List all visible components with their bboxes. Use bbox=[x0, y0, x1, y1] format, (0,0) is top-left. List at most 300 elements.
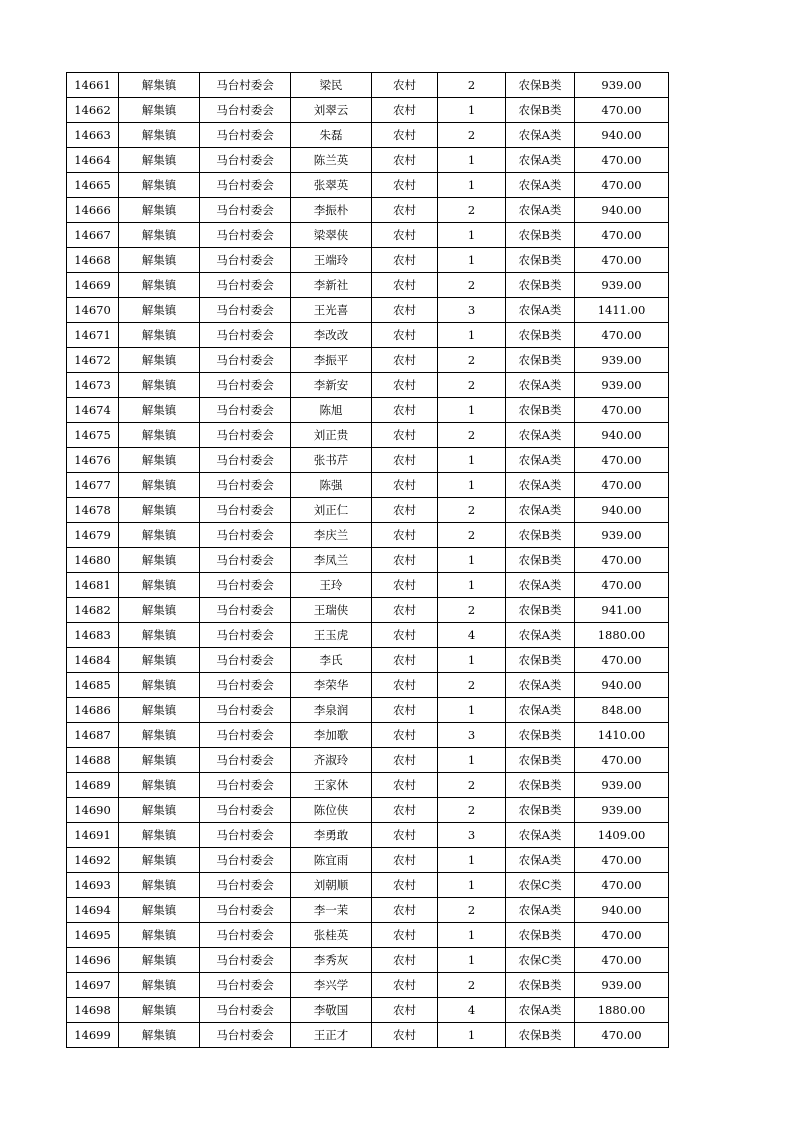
table-row bbox=[67, 548, 669, 573]
residence-type-cell: 农村 bbox=[372, 823, 438, 848]
table-row bbox=[67, 123, 669, 148]
category-cell: 农保B类 bbox=[506, 1023, 575, 1048]
household-count-cell: 1 bbox=[438, 548, 506, 573]
village-committee-cell: 马台村委会 bbox=[200, 673, 291, 698]
amount-cell: 1410.00 bbox=[575, 723, 669, 748]
household-count-cell: 2 bbox=[438, 673, 506, 698]
village-committee-cell: 马台村委会 bbox=[200, 448, 291, 473]
person-name-cell: 李秀灰 bbox=[291, 948, 372, 973]
residence-type-cell: 农村 bbox=[372, 148, 438, 173]
record-id-cell: 14688 bbox=[67, 748, 119, 773]
record-id-cell: 14671 bbox=[67, 323, 119, 348]
category-cell: 农保C类 bbox=[506, 948, 575, 973]
household-count-cell: 1 bbox=[438, 398, 506, 423]
person-name-cell: 陈强 bbox=[291, 473, 372, 498]
household-count-cell: 2 bbox=[438, 73, 506, 98]
household-count-cell: 1 bbox=[438, 448, 506, 473]
amount-cell: 939.00 bbox=[575, 523, 669, 548]
residence-type-cell: 农村 bbox=[372, 73, 438, 98]
category-cell: 农保B类 bbox=[506, 648, 575, 673]
table-row bbox=[67, 148, 669, 173]
category-cell: 农保B类 bbox=[506, 348, 575, 373]
household-count-cell: 2 bbox=[438, 798, 506, 823]
residence-type-cell: 农村 bbox=[372, 123, 438, 148]
amount-cell: 470.00 bbox=[575, 148, 669, 173]
town-cell: 解集镇 bbox=[119, 973, 200, 998]
household-count-cell: 2 bbox=[438, 498, 506, 523]
record-id-cell: 14675 bbox=[67, 423, 119, 448]
table-row bbox=[67, 323, 669, 348]
town-cell: 解集镇 bbox=[119, 323, 200, 348]
record-id-cell: 14683 bbox=[67, 623, 119, 648]
person-name-cell: 李勇敢 bbox=[291, 823, 372, 848]
category-cell: 农保A类 bbox=[506, 373, 575, 398]
table-row bbox=[67, 173, 669, 198]
residence-type-cell: 农村 bbox=[372, 773, 438, 798]
person-name-cell: 李庆兰 bbox=[291, 523, 372, 548]
residence-type-cell: 农村 bbox=[372, 698, 438, 723]
category-cell: 农保A类 bbox=[506, 673, 575, 698]
amount-cell: 940.00 bbox=[575, 123, 669, 148]
category-cell: 农保B类 bbox=[506, 598, 575, 623]
household-count-cell: 2 bbox=[438, 973, 506, 998]
category-cell: 农保B类 bbox=[506, 748, 575, 773]
town-cell: 解集镇 bbox=[119, 698, 200, 723]
town-cell: 解集镇 bbox=[119, 498, 200, 523]
household-count-cell: 1 bbox=[438, 148, 506, 173]
town-cell: 解集镇 bbox=[119, 623, 200, 648]
village-committee-cell: 马台村委会 bbox=[200, 248, 291, 273]
category-cell: 农保B类 bbox=[506, 548, 575, 573]
table-row bbox=[67, 1023, 669, 1048]
residence-type-cell: 农村 bbox=[372, 948, 438, 973]
household-count-cell: 1 bbox=[438, 1023, 506, 1048]
table-row bbox=[67, 73, 669, 98]
household-count-cell: 2 bbox=[438, 523, 506, 548]
household-count-cell: 2 bbox=[438, 198, 506, 223]
town-cell: 解集镇 bbox=[119, 773, 200, 798]
table-row bbox=[67, 673, 669, 698]
residence-type-cell: 农村 bbox=[372, 1023, 438, 1048]
household-count-cell: 1 bbox=[438, 923, 506, 948]
household-count-cell: 2 bbox=[438, 373, 506, 398]
record-id-cell: 14690 bbox=[67, 798, 119, 823]
category-cell: 农保B类 bbox=[506, 248, 575, 273]
table-row bbox=[67, 523, 669, 548]
residence-type-cell: 农村 bbox=[372, 248, 438, 273]
village-committee-cell: 马台村委会 bbox=[200, 1023, 291, 1048]
household-count-cell: 2 bbox=[438, 348, 506, 373]
household-count-cell: 2 bbox=[438, 273, 506, 298]
person-name-cell: 刘正仁 bbox=[291, 498, 372, 523]
village-committee-cell: 马台村委会 bbox=[200, 423, 291, 448]
residence-type-cell: 农村 bbox=[372, 373, 438, 398]
category-cell: 农保A类 bbox=[506, 298, 575, 323]
person-name-cell: 李泉润 bbox=[291, 698, 372, 723]
person-name-cell: 陈宜雨 bbox=[291, 848, 372, 873]
town-cell: 解集镇 bbox=[119, 898, 200, 923]
town-cell: 解集镇 bbox=[119, 548, 200, 573]
table-row bbox=[67, 923, 669, 948]
person-name-cell: 王光喜 bbox=[291, 298, 372, 323]
amount-cell: 470.00 bbox=[575, 173, 669, 198]
village-committee-cell: 马台村委会 bbox=[200, 973, 291, 998]
person-name-cell: 李振平 bbox=[291, 348, 372, 373]
town-cell: 解集镇 bbox=[119, 748, 200, 773]
amount-cell: 940.00 bbox=[575, 198, 669, 223]
amount-cell: 470.00 bbox=[575, 223, 669, 248]
category-cell: 农保A类 bbox=[506, 148, 575, 173]
category-cell: 农保A类 bbox=[506, 448, 575, 473]
residence-type-cell: 农村 bbox=[372, 623, 438, 648]
table-row bbox=[67, 423, 669, 448]
category-cell: 农保B类 bbox=[506, 723, 575, 748]
town-cell: 解集镇 bbox=[119, 798, 200, 823]
person-name-cell: 陈位侠 bbox=[291, 798, 372, 823]
record-id-cell: 14681 bbox=[67, 573, 119, 598]
table-row bbox=[67, 948, 669, 973]
category-cell: 农保A类 bbox=[506, 848, 575, 873]
record-id-cell: 14684 bbox=[67, 648, 119, 673]
village-committee-cell: 马台村委会 bbox=[200, 98, 291, 123]
record-id-cell: 14698 bbox=[67, 998, 119, 1023]
record-id-cell: 14696 bbox=[67, 948, 119, 973]
table-row bbox=[67, 573, 669, 598]
person-name-cell: 齐淑玲 bbox=[291, 748, 372, 773]
village-committee-cell: 马台村委会 bbox=[200, 473, 291, 498]
record-id-cell: 14678 bbox=[67, 498, 119, 523]
table-row bbox=[67, 473, 669, 498]
village-committee-cell: 马台村委会 bbox=[200, 873, 291, 898]
amount-cell: 939.00 bbox=[575, 773, 669, 798]
village-committee-cell: 马台村委会 bbox=[200, 323, 291, 348]
table-row bbox=[67, 873, 669, 898]
category-cell: 农保A类 bbox=[506, 423, 575, 448]
amount-cell: 940.00 bbox=[575, 423, 669, 448]
household-count-cell: 3 bbox=[438, 823, 506, 848]
person-name-cell: 梁民 bbox=[291, 73, 372, 98]
table-row bbox=[67, 448, 669, 473]
record-id-cell: 14674 bbox=[67, 398, 119, 423]
table-row bbox=[67, 348, 669, 373]
village-committee-cell: 马台村委会 bbox=[200, 598, 291, 623]
table-row bbox=[67, 598, 669, 623]
residence-type-cell: 农村 bbox=[372, 873, 438, 898]
record-id-cell: 14679 bbox=[67, 523, 119, 548]
table-row bbox=[67, 798, 669, 823]
residence-type-cell: 农村 bbox=[372, 348, 438, 373]
amount-cell: 940.00 bbox=[575, 673, 669, 698]
village-committee-cell: 马台村委会 bbox=[200, 773, 291, 798]
residence-type-cell: 农村 bbox=[372, 398, 438, 423]
category-cell: 农保B类 bbox=[506, 323, 575, 348]
residence-type-cell: 农村 bbox=[372, 298, 438, 323]
category-cell: 农保B类 bbox=[506, 798, 575, 823]
amount-cell: 470.00 bbox=[575, 923, 669, 948]
town-cell: 解集镇 bbox=[119, 148, 200, 173]
record-id-cell: 14697 bbox=[67, 973, 119, 998]
person-name-cell: 李新安 bbox=[291, 373, 372, 398]
record-id-cell: 14686 bbox=[67, 698, 119, 723]
town-cell: 解集镇 bbox=[119, 673, 200, 698]
table-row bbox=[67, 698, 669, 723]
record-id-cell: 14687 bbox=[67, 723, 119, 748]
residence-type-cell: 农村 bbox=[372, 473, 438, 498]
category-cell: 农保A类 bbox=[506, 498, 575, 523]
person-name-cell: 刘朝顺 bbox=[291, 873, 372, 898]
household-count-cell: 3 bbox=[438, 298, 506, 323]
town-cell: 解集镇 bbox=[119, 823, 200, 848]
residence-type-cell: 农村 bbox=[372, 923, 438, 948]
residence-type-cell: 农村 bbox=[372, 723, 438, 748]
village-committee-cell: 马台村委会 bbox=[200, 348, 291, 373]
residence-type-cell: 农村 bbox=[372, 648, 438, 673]
town-cell: 解集镇 bbox=[119, 523, 200, 548]
town-cell: 解集镇 bbox=[119, 73, 200, 98]
town-cell: 解集镇 bbox=[119, 598, 200, 623]
amount-cell: 939.00 bbox=[575, 373, 669, 398]
town-cell: 解集镇 bbox=[119, 248, 200, 273]
household-count-cell: 4 bbox=[438, 623, 506, 648]
town-cell: 解集镇 bbox=[119, 98, 200, 123]
category-cell: 农保A类 bbox=[506, 123, 575, 148]
category-cell: 农保A类 bbox=[506, 198, 575, 223]
person-name-cell: 张翠英 bbox=[291, 173, 372, 198]
village-committee-cell: 马台村委会 bbox=[200, 848, 291, 873]
village-committee-cell: 马台村委会 bbox=[200, 648, 291, 673]
person-name-cell: 张书芹 bbox=[291, 448, 372, 473]
person-name-cell: 李氏 bbox=[291, 648, 372, 673]
residence-type-cell: 农村 bbox=[372, 598, 438, 623]
category-cell: 农保A类 bbox=[506, 898, 575, 923]
record-id-cell: 14699 bbox=[67, 1023, 119, 1048]
record-id-cell: 14673 bbox=[67, 373, 119, 398]
household-count-cell: 1 bbox=[438, 698, 506, 723]
household-count-cell: 1 bbox=[438, 223, 506, 248]
town-cell: 解集镇 bbox=[119, 948, 200, 973]
village-committee-cell: 马台村委会 bbox=[200, 223, 291, 248]
village-committee-cell: 马台村委会 bbox=[200, 398, 291, 423]
residence-type-cell: 农村 bbox=[372, 423, 438, 448]
data-table bbox=[66, 72, 669, 1048]
town-cell: 解集镇 bbox=[119, 923, 200, 948]
person-name-cell: 梁翠侠 bbox=[291, 223, 372, 248]
record-id-cell: 14661 bbox=[67, 73, 119, 98]
person-name-cell: 李兴学 bbox=[291, 973, 372, 998]
household-count-cell: 1 bbox=[438, 98, 506, 123]
household-count-cell: 1 bbox=[438, 648, 506, 673]
record-id-cell: 14680 bbox=[67, 548, 119, 573]
village-committee-cell: 马台村委会 bbox=[200, 148, 291, 173]
record-id-cell: 14668 bbox=[67, 248, 119, 273]
household-count-cell: 2 bbox=[438, 123, 506, 148]
household-count-cell: 2 bbox=[438, 898, 506, 923]
village-committee-cell: 马台村委会 bbox=[200, 173, 291, 198]
amount-cell: 470.00 bbox=[575, 748, 669, 773]
table-row bbox=[67, 723, 669, 748]
table-row bbox=[67, 273, 669, 298]
household-count-cell: 1 bbox=[438, 573, 506, 598]
amount-cell: 939.00 bbox=[575, 348, 669, 373]
residence-type-cell: 农村 bbox=[372, 223, 438, 248]
household-count-cell: 1 bbox=[438, 948, 506, 973]
household-count-cell: 2 bbox=[438, 423, 506, 448]
table-row bbox=[67, 648, 669, 673]
town-cell: 解集镇 bbox=[119, 1023, 200, 1048]
household-count-cell: 4 bbox=[438, 998, 506, 1023]
table-row bbox=[67, 823, 669, 848]
person-name-cell: 朱磊 bbox=[291, 123, 372, 148]
table-row bbox=[67, 748, 669, 773]
residence-type-cell: 农村 bbox=[372, 973, 438, 998]
person-name-cell: 陈兰英 bbox=[291, 148, 372, 173]
person-name-cell: 王家休 bbox=[291, 773, 372, 798]
village-committee-cell: 马台村委会 bbox=[200, 123, 291, 148]
person-name-cell: 王正才 bbox=[291, 1023, 372, 1048]
table-row bbox=[67, 398, 669, 423]
village-committee-cell: 马台村委会 bbox=[200, 623, 291, 648]
residence-type-cell: 农村 bbox=[372, 548, 438, 573]
person-name-cell: 李改改 bbox=[291, 323, 372, 348]
amount-cell: 939.00 bbox=[575, 273, 669, 298]
town-cell: 解集镇 bbox=[119, 998, 200, 1023]
village-committee-cell: 马台村委会 bbox=[200, 298, 291, 323]
person-name-cell: 李敬国 bbox=[291, 998, 372, 1023]
person-name-cell: 李新社 bbox=[291, 273, 372, 298]
amount-cell: 470.00 bbox=[575, 323, 669, 348]
category-cell: 农保B类 bbox=[506, 73, 575, 98]
category-cell: 农保B类 bbox=[506, 973, 575, 998]
amount-cell: 470.00 bbox=[575, 248, 669, 273]
amount-cell: 1409.00 bbox=[575, 823, 669, 848]
table-row bbox=[67, 898, 669, 923]
household-count-cell: 1 bbox=[438, 248, 506, 273]
record-id-cell: 14695 bbox=[67, 923, 119, 948]
town-cell: 解集镇 bbox=[119, 448, 200, 473]
village-committee-cell: 马台村委会 bbox=[200, 798, 291, 823]
person-name-cell: 李荣华 bbox=[291, 673, 372, 698]
town-cell: 解集镇 bbox=[119, 423, 200, 448]
record-id-cell: 14682 bbox=[67, 598, 119, 623]
record-id-cell: 14665 bbox=[67, 173, 119, 198]
residence-type-cell: 农村 bbox=[372, 673, 438, 698]
amount-cell: 470.00 bbox=[575, 648, 669, 673]
household-count-cell: 2 bbox=[438, 773, 506, 798]
village-committee-cell: 马台村委会 bbox=[200, 948, 291, 973]
household-count-cell: 3 bbox=[438, 723, 506, 748]
category-cell: 农保A类 bbox=[506, 823, 575, 848]
record-id-cell: 14689 bbox=[67, 773, 119, 798]
town-cell: 解集镇 bbox=[119, 573, 200, 598]
town-cell: 解集镇 bbox=[119, 273, 200, 298]
category-cell: 农保B类 bbox=[506, 273, 575, 298]
person-name-cell: 李一茉 bbox=[291, 898, 372, 923]
table-row bbox=[67, 973, 669, 998]
village-committee-cell: 马台村委会 bbox=[200, 373, 291, 398]
record-id-cell: 14672 bbox=[67, 348, 119, 373]
household-count-cell: 1 bbox=[438, 748, 506, 773]
amount-cell: 470.00 bbox=[575, 398, 669, 423]
amount-cell: 470.00 bbox=[575, 548, 669, 573]
household-count-cell: 1 bbox=[438, 473, 506, 498]
amount-cell: 940.00 bbox=[575, 898, 669, 923]
table-row bbox=[67, 623, 669, 648]
village-committee-cell: 马台村委会 bbox=[200, 723, 291, 748]
amount-cell: 941.00 bbox=[575, 598, 669, 623]
table-row bbox=[67, 373, 669, 398]
person-name-cell: 刘正贵 bbox=[291, 423, 372, 448]
amount-cell: 470.00 bbox=[575, 848, 669, 873]
record-id-cell: 14694 bbox=[67, 898, 119, 923]
record-id-cell: 14664 bbox=[67, 148, 119, 173]
town-cell: 解集镇 bbox=[119, 398, 200, 423]
category-cell: 农保A类 bbox=[506, 573, 575, 598]
person-name-cell: 王玉虎 bbox=[291, 623, 372, 648]
table-row bbox=[67, 98, 669, 123]
category-cell: 农保B类 bbox=[506, 923, 575, 948]
village-committee-cell: 马台村委会 bbox=[200, 548, 291, 573]
amount-cell: 939.00 bbox=[575, 73, 669, 98]
category-cell: 农保A类 bbox=[506, 623, 575, 648]
village-committee-cell: 马台村委会 bbox=[200, 73, 291, 98]
residence-type-cell: 农村 bbox=[372, 448, 438, 473]
residence-type-cell: 农村 bbox=[372, 848, 438, 873]
category-cell: 农保B类 bbox=[506, 773, 575, 798]
table-row bbox=[67, 498, 669, 523]
village-committee-cell: 马台村委会 bbox=[200, 698, 291, 723]
residence-type-cell: 农村 bbox=[372, 998, 438, 1023]
category-cell: 农保A类 bbox=[506, 473, 575, 498]
category-cell: 农保B类 bbox=[506, 223, 575, 248]
amount-cell: 1880.00 bbox=[575, 998, 669, 1023]
record-id-cell: 14691 bbox=[67, 823, 119, 848]
person-name-cell: 刘翠云 bbox=[291, 98, 372, 123]
person-name-cell: 王玲 bbox=[291, 573, 372, 598]
village-committee-cell: 马台村委会 bbox=[200, 998, 291, 1023]
record-id-cell: 14692 bbox=[67, 848, 119, 873]
residence-type-cell: 农村 bbox=[372, 798, 438, 823]
record-id-cell: 14670 bbox=[67, 298, 119, 323]
town-cell: 解集镇 bbox=[119, 173, 200, 198]
amount-cell: 470.00 bbox=[575, 573, 669, 598]
village-committee-cell: 马台村委会 bbox=[200, 198, 291, 223]
amount-cell: 1411.00 bbox=[575, 298, 669, 323]
residence-type-cell: 农村 bbox=[372, 98, 438, 123]
record-id-cell: 14663 bbox=[67, 123, 119, 148]
table-row bbox=[67, 223, 669, 248]
table-row bbox=[67, 298, 669, 323]
household-count-cell: 1 bbox=[438, 173, 506, 198]
person-name-cell: 李加歌 bbox=[291, 723, 372, 748]
table-body bbox=[67, 73, 669, 1048]
category-cell: 农保A类 bbox=[506, 173, 575, 198]
table-row bbox=[67, 998, 669, 1023]
table-row bbox=[67, 248, 669, 273]
amount-cell: 848.00 bbox=[575, 698, 669, 723]
village-committee-cell: 马台村委会 bbox=[200, 923, 291, 948]
record-id-cell: 14666 bbox=[67, 198, 119, 223]
category-cell: 农保B类 bbox=[506, 398, 575, 423]
amount-cell: 470.00 bbox=[575, 473, 669, 498]
town-cell: 解集镇 bbox=[119, 873, 200, 898]
village-committee-cell: 马台村委会 bbox=[200, 523, 291, 548]
amount-cell: 470.00 bbox=[575, 1023, 669, 1048]
record-id-cell: 14685 bbox=[67, 673, 119, 698]
town-cell: 解集镇 bbox=[119, 648, 200, 673]
category-cell: 农保B类 bbox=[506, 523, 575, 548]
record-id-cell: 14662 bbox=[67, 98, 119, 123]
amount-cell: 470.00 bbox=[575, 98, 669, 123]
